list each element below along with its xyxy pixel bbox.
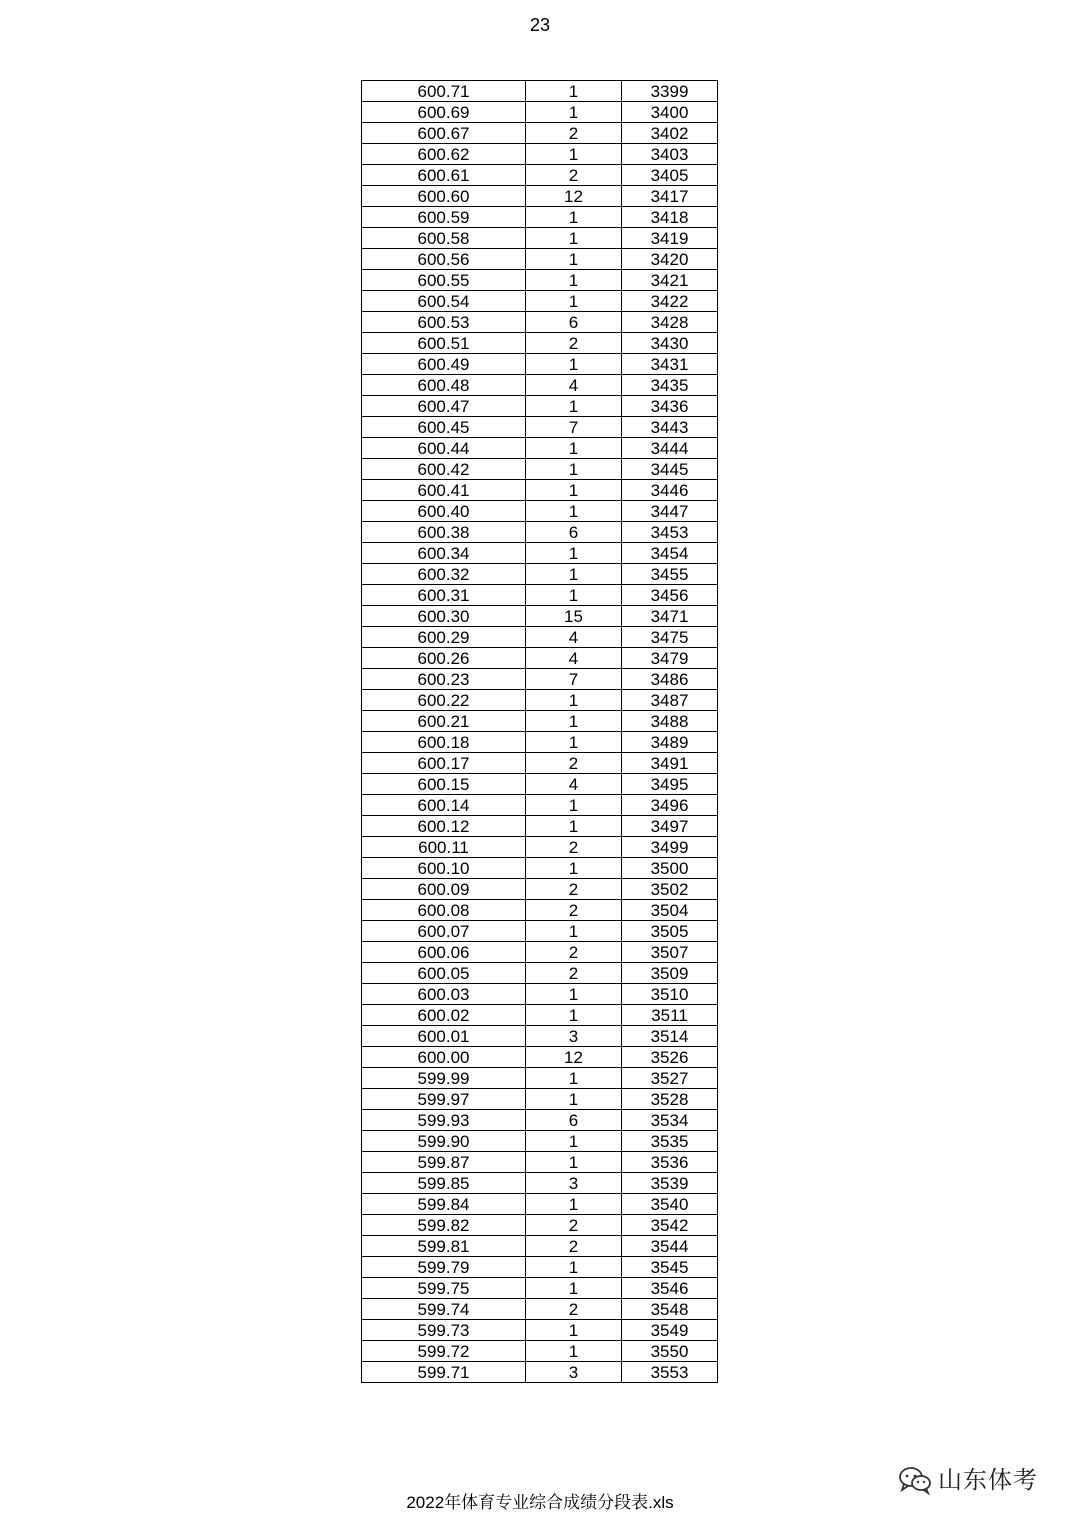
table-row bbox=[362, 942, 718, 963]
cumulative-cell: 3399 bbox=[622, 81, 718, 102]
score-cell: 599.93 bbox=[362, 1110, 526, 1131]
table-row bbox=[362, 270, 718, 291]
table-row bbox=[362, 1026, 718, 1047]
table-row bbox=[362, 1152, 718, 1173]
count-cell: 1 bbox=[526, 81, 622, 102]
score-cell: 600.09 bbox=[362, 879, 526, 900]
count-cell: 4 bbox=[526, 627, 622, 648]
count-cell: 2 bbox=[526, 837, 622, 858]
cumulative-cell: 3471 bbox=[622, 606, 718, 627]
cumulative-cell: 3454 bbox=[622, 543, 718, 564]
score-cell: 600.22 bbox=[362, 690, 526, 711]
count-cell: 1 bbox=[526, 270, 622, 291]
count-cell: 1 bbox=[526, 228, 622, 249]
table-row bbox=[362, 102, 718, 123]
count-cell: 2 bbox=[526, 1236, 622, 1257]
count-cell: 6 bbox=[526, 522, 622, 543]
table-row bbox=[362, 1299, 718, 1320]
cumulative-cell: 3453 bbox=[622, 522, 718, 543]
table-row bbox=[362, 480, 718, 501]
cumulative-cell: 3431 bbox=[622, 354, 718, 375]
score-cell: 599.73 bbox=[362, 1320, 526, 1341]
count-cell: 2 bbox=[526, 1215, 622, 1236]
count-cell: 4 bbox=[526, 648, 622, 669]
count-cell: 2 bbox=[526, 753, 622, 774]
cumulative-cell: 3553 bbox=[622, 1362, 718, 1383]
cumulative-cell: 3445 bbox=[622, 459, 718, 480]
cumulative-cell: 3536 bbox=[622, 1152, 718, 1173]
score-cell: 600.60 bbox=[362, 186, 526, 207]
score-cell: 600.12 bbox=[362, 816, 526, 837]
score-cell: 600.11 bbox=[362, 837, 526, 858]
cumulative-cell: 3421 bbox=[622, 270, 718, 291]
count-cell: 1 bbox=[526, 102, 622, 123]
score-cell: 599.85 bbox=[362, 1173, 526, 1194]
table-row bbox=[362, 837, 718, 858]
count-cell: 12 bbox=[526, 186, 622, 207]
watermark-text: 山东体考 bbox=[938, 1466, 1038, 1494]
count-cell: 1 bbox=[526, 144, 622, 165]
score-cell: 599.90 bbox=[362, 1131, 526, 1152]
table-row bbox=[362, 585, 718, 606]
cumulative-cell: 3514 bbox=[622, 1026, 718, 1047]
count-cell: 6 bbox=[526, 312, 622, 333]
cumulative-cell: 3535 bbox=[622, 1131, 718, 1152]
table-row bbox=[362, 900, 718, 921]
cumulative-cell: 3542 bbox=[622, 1215, 718, 1236]
table-row bbox=[362, 375, 718, 396]
score-cell: 600.30 bbox=[362, 606, 526, 627]
count-cell: 4 bbox=[526, 774, 622, 795]
table-row bbox=[362, 858, 718, 879]
cumulative-cell: 3489 bbox=[622, 732, 718, 753]
cumulative-cell: 3546 bbox=[622, 1278, 718, 1299]
count-cell: 1 bbox=[526, 480, 622, 501]
cumulative-cell: 3487 bbox=[622, 690, 718, 711]
cumulative-cell: 3539 bbox=[622, 1173, 718, 1194]
score-cell: 600.58 bbox=[362, 228, 526, 249]
table-row bbox=[362, 249, 718, 270]
count-cell: 1 bbox=[526, 438, 622, 459]
score-cell: 600.62 bbox=[362, 144, 526, 165]
table-row bbox=[362, 1089, 718, 1110]
cumulative-cell: 3475 bbox=[622, 627, 718, 648]
cumulative-cell: 3488 bbox=[622, 711, 718, 732]
count-cell: 1 bbox=[526, 690, 622, 711]
count-cell: 1 bbox=[526, 249, 622, 270]
count-cell: 2 bbox=[526, 942, 622, 963]
count-cell: 1 bbox=[526, 585, 622, 606]
table-row bbox=[362, 123, 718, 144]
score-cell: 600.03 bbox=[362, 984, 526, 1005]
table-row bbox=[362, 1341, 718, 1362]
cumulative-cell: 3436 bbox=[622, 396, 718, 417]
table-row bbox=[362, 1236, 718, 1257]
count-cell: 7 bbox=[526, 669, 622, 690]
score-cell: 599.84 bbox=[362, 1194, 526, 1215]
table-row bbox=[362, 165, 718, 186]
table-row bbox=[362, 669, 718, 690]
table-row bbox=[362, 564, 718, 585]
count-cell: 15 bbox=[526, 606, 622, 627]
score-cell: 600.26 bbox=[362, 648, 526, 669]
score-cell: 600.69 bbox=[362, 102, 526, 123]
table-row bbox=[362, 1173, 718, 1194]
cumulative-cell: 3534 bbox=[622, 1110, 718, 1131]
count-cell: 4 bbox=[526, 375, 622, 396]
count-cell: 2 bbox=[526, 963, 622, 984]
score-cell: 600.47 bbox=[362, 396, 526, 417]
table-row bbox=[362, 438, 718, 459]
count-cell: 1 bbox=[526, 858, 622, 879]
score-cell: 600.38 bbox=[362, 522, 526, 543]
cumulative-cell: 3479 bbox=[622, 648, 718, 669]
cumulative-cell: 3420 bbox=[622, 249, 718, 270]
score-cell: 599.72 bbox=[362, 1341, 526, 1362]
cumulative-cell: 3446 bbox=[622, 480, 718, 501]
score-cell: 600.01 bbox=[362, 1026, 526, 1047]
score-cell: 600.54 bbox=[362, 291, 526, 312]
cumulative-cell: 3545 bbox=[622, 1257, 718, 1278]
table-row bbox=[362, 1362, 718, 1383]
score-cell: 599.71 bbox=[362, 1362, 526, 1383]
table-row bbox=[362, 627, 718, 648]
count-cell: 1 bbox=[526, 1278, 622, 1299]
table-row bbox=[362, 1005, 718, 1026]
count-cell: 2 bbox=[526, 900, 622, 921]
score-cell: 600.10 bbox=[362, 858, 526, 879]
page-number: 23 bbox=[529, 15, 551, 35]
cumulative-cell: 3540 bbox=[622, 1194, 718, 1215]
cumulative-cell: 3502 bbox=[622, 879, 718, 900]
table-row bbox=[362, 1194, 718, 1215]
table-row bbox=[362, 753, 718, 774]
cumulative-cell: 3527 bbox=[622, 1068, 718, 1089]
score-cell: 600.31 bbox=[362, 585, 526, 606]
table-row bbox=[362, 333, 718, 354]
count-cell: 1 bbox=[526, 1194, 622, 1215]
table-row bbox=[362, 921, 718, 942]
count-cell: 1 bbox=[526, 1320, 622, 1341]
score-cell: 600.61 bbox=[362, 165, 526, 186]
score-cell: 600.51 bbox=[362, 333, 526, 354]
cumulative-cell: 3510 bbox=[622, 984, 718, 1005]
score-cell: 599.75 bbox=[362, 1278, 526, 1299]
count-cell: 1 bbox=[526, 816, 622, 837]
table-row bbox=[362, 543, 718, 564]
table-row bbox=[362, 963, 718, 984]
count-cell: 6 bbox=[526, 1110, 622, 1131]
score-cell: 600.07 bbox=[362, 921, 526, 942]
score-cell: 600.44 bbox=[362, 438, 526, 459]
cumulative-cell: 3499 bbox=[622, 837, 718, 858]
cumulative-cell: 3497 bbox=[622, 816, 718, 837]
table-row bbox=[362, 354, 718, 375]
count-cell: 1 bbox=[526, 564, 622, 585]
score-cell: 599.99 bbox=[362, 1068, 526, 1089]
count-cell: 2 bbox=[526, 1299, 622, 1320]
table-row bbox=[362, 1110, 718, 1131]
cumulative-cell: 3428 bbox=[622, 312, 718, 333]
count-cell: 2 bbox=[526, 333, 622, 354]
table-row bbox=[362, 795, 718, 816]
cumulative-cell: 3447 bbox=[622, 501, 718, 522]
count-cell: 3 bbox=[526, 1026, 622, 1047]
table-row bbox=[362, 144, 718, 165]
count-cell: 2 bbox=[526, 123, 622, 144]
score-cell: 600.05 bbox=[362, 963, 526, 984]
table-row bbox=[362, 1320, 718, 1341]
table-row bbox=[362, 291, 718, 312]
table-row bbox=[362, 732, 718, 753]
score-cell: 599.82 bbox=[362, 1215, 526, 1236]
table-row bbox=[362, 774, 718, 795]
score-cell: 600.08 bbox=[362, 900, 526, 921]
score-cell: 600.42 bbox=[362, 459, 526, 480]
cumulative-cell: 3418 bbox=[622, 207, 718, 228]
table-row bbox=[362, 312, 718, 333]
cumulative-cell: 3405 bbox=[622, 165, 718, 186]
cumulative-cell: 3549 bbox=[622, 1320, 718, 1341]
cumulative-cell: 3435 bbox=[622, 375, 718, 396]
table-row bbox=[362, 984, 718, 1005]
table-row bbox=[362, 81, 718, 102]
count-cell: 1 bbox=[526, 396, 622, 417]
cumulative-cell: 3550 bbox=[622, 1341, 718, 1362]
cumulative-cell: 3444 bbox=[622, 438, 718, 459]
score-cell: 600.49 bbox=[362, 354, 526, 375]
score-cell: 599.87 bbox=[362, 1152, 526, 1173]
cumulative-cell: 3402 bbox=[622, 123, 718, 144]
footer-filename: 2022年体育专业综合成绩分段表.xls bbox=[406, 1493, 674, 1512]
score-cell: 600.18 bbox=[362, 732, 526, 753]
table-row bbox=[362, 186, 718, 207]
count-cell: 1 bbox=[526, 1089, 622, 1110]
score-cell: 600.48 bbox=[362, 375, 526, 396]
count-cell: 1 bbox=[526, 354, 622, 375]
table-row bbox=[362, 1257, 718, 1278]
count-cell: 7 bbox=[526, 417, 622, 438]
watermark bbox=[898, 1463, 1038, 1497]
table-row bbox=[362, 648, 718, 669]
count-cell: 2 bbox=[526, 879, 622, 900]
score-cell: 600.06 bbox=[362, 942, 526, 963]
cumulative-cell: 3507 bbox=[622, 942, 718, 963]
score-cell: 600.45 bbox=[362, 417, 526, 438]
table-row bbox=[362, 417, 718, 438]
cumulative-cell: 3509 bbox=[622, 963, 718, 984]
score-cell: 600.32 bbox=[362, 564, 526, 585]
count-cell: 1 bbox=[526, 711, 622, 732]
cumulative-cell: 3504 bbox=[622, 900, 718, 921]
cumulative-cell: 3526 bbox=[622, 1047, 718, 1068]
count-cell: 1 bbox=[526, 543, 622, 564]
table-row bbox=[362, 711, 718, 732]
table-row bbox=[362, 207, 718, 228]
score-cell: 600.71 bbox=[362, 81, 526, 102]
table-row bbox=[362, 228, 718, 249]
cumulative-cell: 3443 bbox=[622, 417, 718, 438]
cumulative-cell: 3456 bbox=[622, 585, 718, 606]
score-cell: 599.74 bbox=[362, 1299, 526, 1320]
count-cell: 1 bbox=[526, 207, 622, 228]
count-cell: 1 bbox=[526, 1152, 622, 1173]
count-cell: 1 bbox=[526, 1257, 622, 1278]
score-cell: 600.55 bbox=[362, 270, 526, 291]
count-cell: 1 bbox=[526, 984, 622, 1005]
score-cell: 600.41 bbox=[362, 480, 526, 501]
cumulative-cell: 3486 bbox=[622, 669, 718, 690]
score-cell: 599.79 bbox=[362, 1257, 526, 1278]
cumulative-cell: 3403 bbox=[622, 144, 718, 165]
cumulative-cell: 3496 bbox=[622, 795, 718, 816]
count-cell: 1 bbox=[526, 921, 622, 942]
score-cell: 600.17 bbox=[362, 753, 526, 774]
score-cell: 600.15 bbox=[362, 774, 526, 795]
cumulative-cell: 3419 bbox=[622, 228, 718, 249]
score-cell: 600.29 bbox=[362, 627, 526, 648]
count-cell: 1 bbox=[526, 1131, 622, 1152]
cumulative-cell: 3400 bbox=[622, 102, 718, 123]
score-cell: 600.00 bbox=[362, 1047, 526, 1068]
table-row bbox=[362, 1278, 718, 1299]
count-cell: 1 bbox=[526, 501, 622, 522]
score-cell: 600.40 bbox=[362, 501, 526, 522]
cumulative-cell: 3417 bbox=[622, 186, 718, 207]
cumulative-cell: 3422 bbox=[622, 291, 718, 312]
cumulative-cell: 3544 bbox=[622, 1236, 718, 1257]
table-row bbox=[362, 501, 718, 522]
table-body bbox=[362, 81, 718, 1383]
table-row bbox=[362, 459, 718, 480]
count-cell: 1 bbox=[526, 1341, 622, 1362]
score-cell: 600.67 bbox=[362, 123, 526, 144]
table-row bbox=[362, 1131, 718, 1152]
score-cell: 599.97 bbox=[362, 1089, 526, 1110]
table-row bbox=[362, 879, 718, 900]
count-cell: 3 bbox=[526, 1362, 622, 1383]
table-row bbox=[362, 690, 718, 711]
table-row bbox=[362, 1215, 718, 1236]
cumulative-cell: 3548 bbox=[622, 1299, 718, 1320]
score-distribution-table bbox=[361, 80, 718, 1383]
table-row bbox=[362, 816, 718, 837]
count-cell: 12 bbox=[526, 1047, 622, 1068]
cumulative-cell: 3505 bbox=[622, 921, 718, 942]
table-row bbox=[362, 1047, 718, 1068]
wechat-icon bbox=[898, 1465, 932, 1495]
count-cell: 1 bbox=[526, 1005, 622, 1026]
count-cell: 1 bbox=[526, 795, 622, 816]
count-cell: 1 bbox=[526, 291, 622, 312]
score-cell: 600.59 bbox=[362, 207, 526, 228]
cumulative-cell: 3455 bbox=[622, 564, 718, 585]
cumulative-cell: 3528 bbox=[622, 1089, 718, 1110]
score-cell: 600.34 bbox=[362, 543, 526, 564]
score-cell: 600.56 bbox=[362, 249, 526, 270]
score-cell: 600.14 bbox=[362, 795, 526, 816]
count-cell: 1 bbox=[526, 1068, 622, 1089]
table-row bbox=[362, 606, 718, 627]
score-cell: 599.81 bbox=[362, 1236, 526, 1257]
score-cell: 600.23 bbox=[362, 669, 526, 690]
cumulative-cell: 3430 bbox=[622, 333, 718, 354]
count-cell: 1 bbox=[526, 459, 622, 480]
table-row bbox=[362, 396, 718, 417]
cumulative-cell: 3511 bbox=[622, 1005, 718, 1026]
score-cell: 600.53 bbox=[362, 312, 526, 333]
count-cell: 2 bbox=[526, 165, 622, 186]
cumulative-cell: 3491 bbox=[622, 753, 718, 774]
table-row bbox=[362, 1068, 718, 1089]
cumulative-cell: 3500 bbox=[622, 858, 718, 879]
score-cell: 600.21 bbox=[362, 711, 526, 732]
score-cell: 600.02 bbox=[362, 1005, 526, 1026]
table-row bbox=[362, 522, 718, 543]
count-cell: 1 bbox=[526, 732, 622, 753]
cumulative-cell: 3495 bbox=[622, 774, 718, 795]
count-cell: 3 bbox=[526, 1173, 622, 1194]
